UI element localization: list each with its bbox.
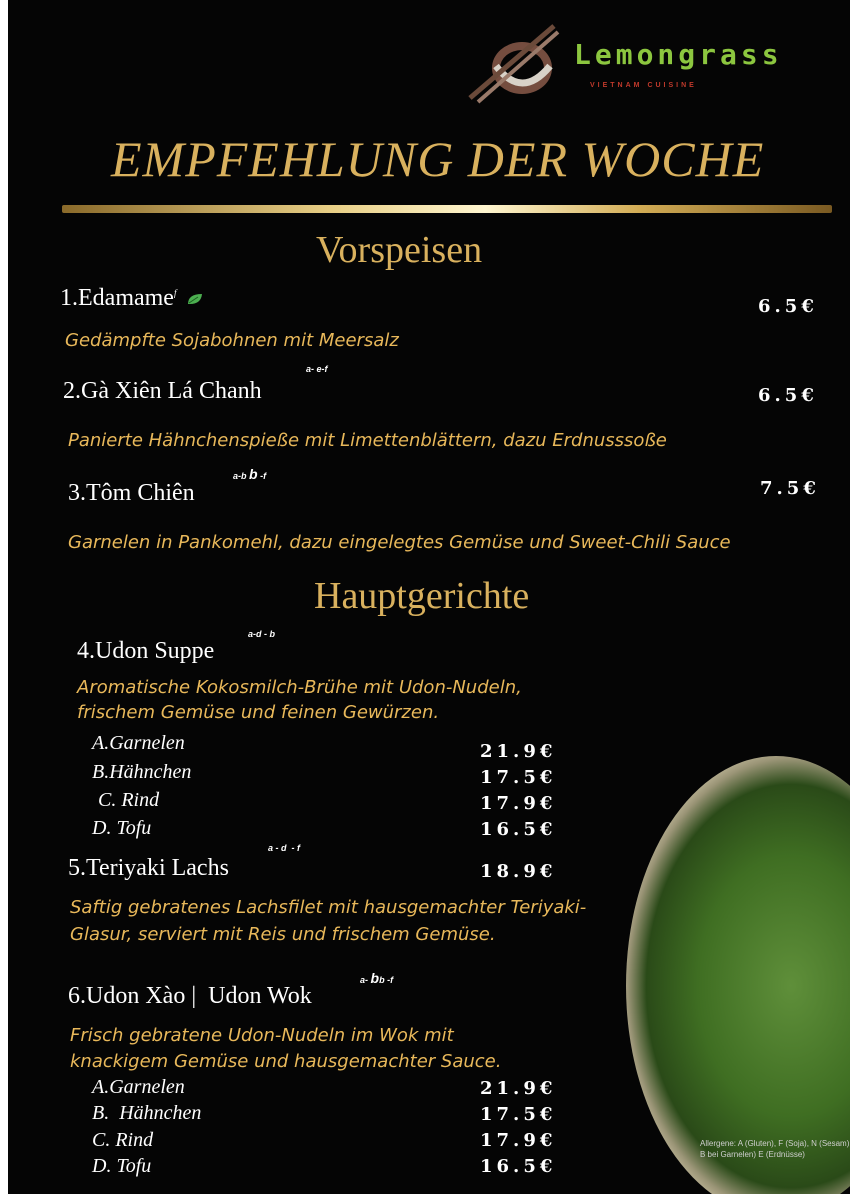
variant-price: 17.5€ [480, 1104, 557, 1125]
item-price: 7.5€ [760, 478, 820, 499]
item-description: Garnelen in Pankomehl, dazu eingelegtes Gemüse und Sweet-Chili Sauce [68, 532, 731, 553]
variant-label: A.Garnelen [92, 732, 185, 754]
variant-label: B. Hähnchen [92, 1102, 202, 1124]
page-title: EMPFEHLUNG DER WOCHE [111, 131, 765, 187]
menu-item-name: 5.Teriyaki Lachs [68, 855, 229, 881]
item-name-text: 1.Edamame [60, 285, 174, 311]
allergen-code: a-b [233, 471, 247, 481]
variant-price: 17.9€ [480, 793, 557, 814]
variant-price: 21.9€ [480, 741, 557, 762]
vegan-leaf-icon [186, 292, 204, 306]
menu-item-name: 2.Gà Xiên Lá Chanh [63, 378, 262, 404]
edamame-bowl-photo [626, 756, 850, 1194]
allergen-note: Allergene: A (Gluten), F (Soja), N (Sesam) B bei Garnelen) E (Erdnüsse) [700, 1139, 850, 1159]
item-description-line: Aromatische Kokosmilch-Brühe mit Udon-Nudeln, [77, 677, 522, 698]
variant-label: D. Tofu [92, 1155, 152, 1177]
menu-item-name [60, 285, 204, 312]
item-description-line: knackigem Gemüse und hausgemachter Sauce. [70, 1051, 502, 1072]
chopsticks-bowl-icon [466, 20, 566, 104]
allergen-code-bold: b [249, 466, 258, 482]
brand-tagline: VIETNAM CUISINE [590, 82, 697, 89]
allergen-code: a- [360, 975, 369, 985]
variant-label: C. Rind [92, 1129, 154, 1151]
menu-item-name: 3.Tôm Chiên [68, 480, 195, 506]
allergen-codes: a- e-f [306, 364, 328, 374]
item-description-line: Frisch gebratene Udon-Nudeln im Wok mit [70, 1025, 454, 1046]
gold-divider [62, 205, 832, 213]
allergen-code: b -f [379, 975, 394, 985]
menu-page [8, 0, 850, 1194]
menu-item-name: 4.Udon Suppe [77, 638, 215, 664]
menu-item-name: 6.Udon Xào | Udon Wok [68, 983, 312, 1009]
variant-price: 17.5€ [480, 767, 557, 788]
variant-label: A.Garnelen [92, 1076, 185, 1098]
section-heading-starters: Vorspeisen [316, 229, 483, 271]
allergen-codes [233, 466, 266, 482]
item-price: 18.9€ [480, 861, 557, 882]
item-description-line: frischem Gemüse und feinen Gewürzen. [77, 702, 440, 723]
item-description: Panierte Hähnchenspieße mit Limettenblättern, dazu Erdnusssoße [68, 430, 667, 451]
variant-price: 16.5€ [480, 1156, 557, 1177]
item-price: 6.5€ [758, 296, 818, 317]
variant-label: C. Rind [98, 789, 160, 811]
variant-label: B.Hähnchen [92, 761, 192, 783]
brand-name: Lemongrass [574, 38, 783, 71]
section-heading-mains: Hauptgerichte [314, 575, 530, 617]
variant-price: 16.5€ [480, 819, 557, 840]
allergen-code: -f [260, 471, 267, 481]
brand-logo [466, 20, 806, 110]
allergen-sup: f [173, 288, 177, 298]
allergen-code-bold: b [370, 970, 380, 986]
allergen-codes [360, 970, 393, 986]
allergen-codes: a - d - f [268, 843, 300, 853]
item-price: 6.5€ [758, 385, 818, 406]
allergen-codes: a-d - b [248, 629, 275, 639]
variant-price: 17.9€ [480, 1130, 557, 1151]
variant-price: 21.9€ [480, 1078, 557, 1099]
item-description: Gedämpfte Sojabohnen mit Meersalz [65, 330, 399, 351]
item-description-line: Saftig gebratenes Lachsfilet mit hausgemachter Teriyaki- [70, 897, 587, 918]
variant-label: D. Tofu [92, 817, 152, 839]
item-description-line: Glasur, serviert mit Reis und frischem Gemüse. [70, 924, 496, 945]
